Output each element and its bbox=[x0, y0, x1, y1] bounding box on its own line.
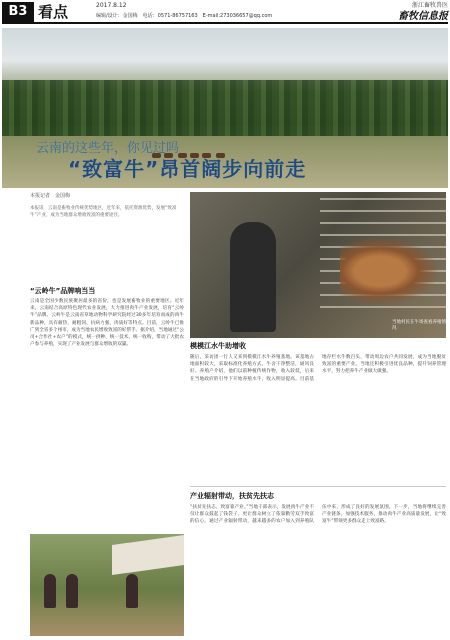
tree-line bbox=[2, 80, 448, 136]
issue-label: 浙江畜牧兽医 bbox=[411, 2, 448, 9]
section-name: 看点 bbox=[38, 3, 69, 21]
section-body-brand: 云南是全国少数民族聚居最多的省份，也是发展畜牧业的重要地区。近年来，云南结合高原特色现代农业发展，大力推进肉牛产业发展，培育“云岭牛”品牌。云岭牛是云南省草地动物科学研究院经过30多年培育而成的肉牛新品种，具有耐热、耐粗饲、抗病力强、肉质好等特点。目前，云岭牛已推广到全省多个州市，成为当地农民增收致富的好帮手。据介绍，当地通过“公司+合作社+农户”的模式，统一供种、统一技术、统一收购，带动了大批农户参与养殖，实现了产业发展与群众增收的双赢。 bbox=[30, 299, 184, 348]
lede-paragraph: 本报讯 云南是畜牧业传统优势地区，近年来，依托资源优势，发展“致富牛”产业，成为当地群众增收致富的重要途径。 bbox=[30, 206, 177, 218]
hero-subtitle: 云南的这些年，你见过吗 bbox=[36, 141, 180, 156]
editor-info: 编辑/设计：金国梅 电话：0571-86757163 E-mail:273036657@qq.com bbox=[96, 13, 273, 19]
cattle bbox=[340, 236, 440, 306]
village-photo bbox=[30, 534, 184, 636]
section-body-industry: “扶贫先扶志，致富靠产业。”当地干部表示，发展肉牛产业不仅让群众鼓起了钱袋子，更让群众树立了依靠勤劳双手致富的信心。通过产业辐射带动，越来越多的农户加入到养殖队伍中来，形成了良好的发展氛围。下一步，当地将继续完善产业链条，加强技术服务，推动肉牛产业高质量发展，让“致富牛”带领更多群众走上致富路。 bbox=[190, 505, 446, 525]
farm-photo bbox=[190, 192, 446, 338]
villager-figure bbox=[126, 574, 138, 608]
villager-figure bbox=[66, 574, 78, 608]
section-heading-brand: “云岭牛”品牌响当当 bbox=[30, 287, 96, 295]
hero-photo bbox=[2, 28, 448, 188]
divider bbox=[190, 486, 446, 487]
page-header bbox=[2, 0, 448, 24]
shed-roof bbox=[112, 535, 184, 575]
villager-figure bbox=[44, 574, 56, 608]
photo-caption: 当地村民在牛场查看养殖情况 bbox=[392, 320, 446, 331]
issue-date: 2017.8.12 bbox=[96, 2, 127, 9]
section-heading-industry: 产业辐射带动，扶贫先扶志 bbox=[190, 492, 274, 500]
section-heading-buffalo: 模模江水牛助增收 bbox=[190, 342, 246, 350]
section-number: B3 bbox=[2, 2, 34, 22]
byline: 本报记者 金国梅 bbox=[30, 193, 71, 199]
newspaper-name: 畜牧信息报 bbox=[398, 11, 448, 22]
hero-title: “致富牛”昂首阔步向前走 bbox=[68, 157, 307, 181]
section-body-buffalo: 随后，采访团一行人又来到模模江水牛养殖基地。该基地占地面积较大，采取标准化养殖方式，牛舍干净整洁，通风良好。养殖户介绍，他们以前种植传统作物，收入较低，后来在当地政府的引导下开始养殖水牛，收入明显提高。目前基地存栏水牛数百头，带动周边农户共同发展，成为当地脱贫致富的重要产业。当地还积极引进优良品种，提升饲养管理水平，努力把养牛产业做大做强。 bbox=[190, 355, 446, 382]
person-figure bbox=[230, 222, 276, 332]
